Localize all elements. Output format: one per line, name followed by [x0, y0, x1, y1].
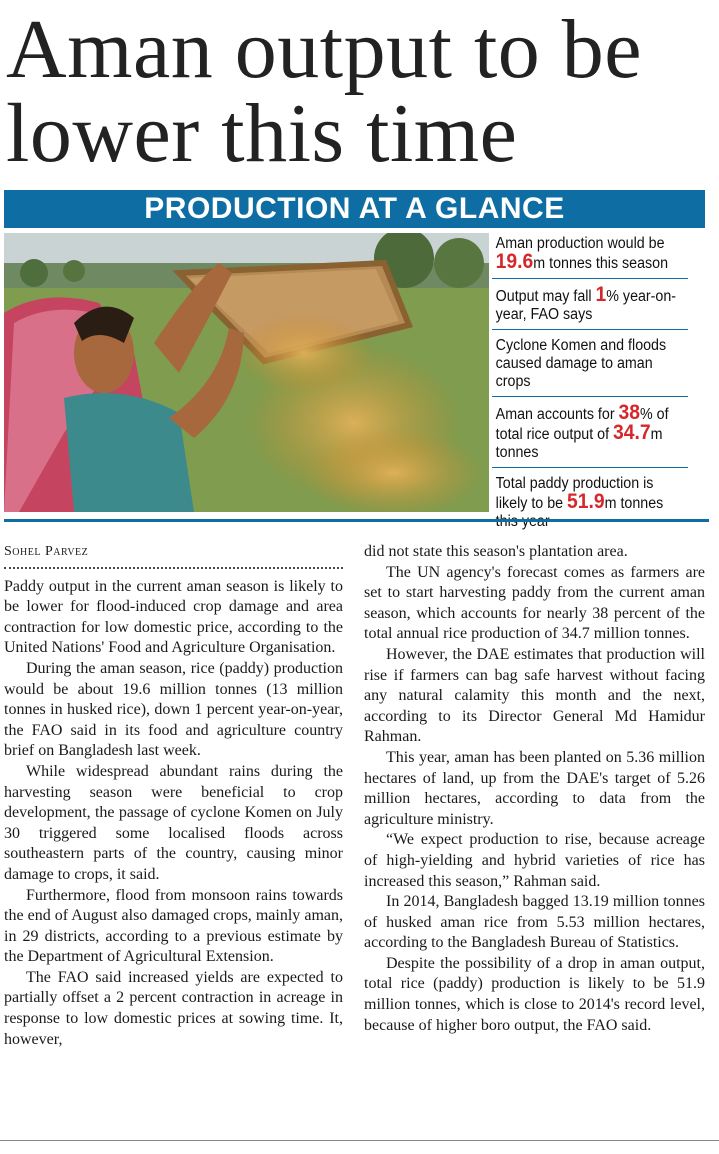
stat-text: % year-on-year, FAO says	[495, 288, 677, 323]
stats-sidebar	[492, 233, 688, 515]
stat-figure: 38	[618, 401, 641, 424]
stat-text: % of total rice output of	[495, 406, 669, 443]
stat-text: Output may fall	[495, 288, 596, 305]
stat-aman-share	[492, 402, 688, 468]
byline-divider	[4, 565, 343, 569]
paragraph: While widespread abundant rains during the harvesting season were beneficial to crop development, the passage of cyclone Komen on July 30 triggered some localised floods across southeastern parts of the country, causing minor damage to crops, it said.	[4, 762, 343, 883]
article-column-left	[4, 542, 343, 1050]
stat-text: m tonnes	[495, 426, 663, 461]
page-bottom-rule	[0, 1140, 719, 1141]
paragraph: The UN agency's forecast comes as farmers are set to start harvesting paddy from the current aman season, which accounts for nearly 38 percent of the total annual rice production of 34.7 million tonnes.	[364, 563, 705, 643]
stat-figure: 1	[595, 283, 607, 306]
stat-figure: 19.6	[495, 250, 534, 273]
stat-text: m tonnes	[604, 495, 664, 512]
paragraph: “We expect production to rise, because acreage of high-yielding and hybrid varieties of rice has increased this season,” Rahman said.	[364, 831, 705, 890]
paragraph: Furthermore, flood from monsoon rains towards the end of August also damaged crops, mainly aman, in 29 districts, according to a previous estimate by the Department of Agricultural Extension.	[4, 886, 343, 966]
stat-text: Aman production would be	[495, 235, 665, 252]
stat-text: Cyclone Komen and floods caused damage to aman crops	[495, 337, 667, 390]
paragraph: did not state this season's plantation area.	[364, 543, 628, 560]
headline-line-1: Aman output to be	[6, 3, 643, 96]
paragraph: This year, aman has been planted on 5.36 million hectares of land, up from the DAE's target of 5.26 million hectares, according to data from the agriculture ministry.	[364, 748, 705, 828]
article-column-right	[364, 542, 705, 1036]
photo-illustration	[4, 233, 489, 512]
headline-line-2: lower this time	[6, 87, 518, 180]
farmer-winnowing-photo	[4, 233, 489, 512]
paragraph: During the aman season, rice (paddy) production would be about 19.6 million tonnes (13 million tonnes in husked rice), down 1 percent year-on-year, the FAO said in its food and agriculture country brief on Bangladesh last week.	[4, 659, 343, 760]
stat-text: Total paddy production is likely to be	[495, 475, 654, 512]
headline	[6, 3, 716, 180]
byline: Sohel Parvez	[4, 544, 89, 559]
paragraph: Despite the possibility of a drop in aman output, total rice (paddy) production is likely to be 51.9 million tonnes, which is close to 2014's record level, because of higher boro output, the FAO said.	[364, 954, 705, 1034]
paragraph: Paddy output in the current aman season is likely to be lower for flood-induced crop damage and area contraction for low domestic price, according to the United Nations' Food and Agriculture Organisation.	[4, 577, 343, 657]
stat-figure: 51.9	[567, 490, 605, 513]
section-divider	[4, 519, 709, 522]
stat-text: m tonnes this season	[533, 255, 669, 272]
paragraph: In 2014, Bangladesh bagged 13.19 million tonnes of husked aman rice from 5.53 million hectares, according to the Bangladesh Bureau of Statistics.	[364, 893, 705, 952]
stat-figure: 34.7	[613, 421, 651, 444]
paragraph: The FAO said increased yields are expected to partially offset a 2 percent contraction in acreage in response to low domestic prices at sowing time. It, however,	[4, 968, 343, 1048]
stat-total-paddy	[492, 473, 688, 536]
stat-output-fall	[492, 284, 688, 330]
stat-cyclone	[492, 335, 688, 397]
paragraph: However, the DAE estimates that production will rise if farmers can bag safe harvest without facing any natural calamity this month and the next, according to its Director General Md Hamidur Rahman.	[364, 645, 705, 746]
section-banner: PRODUCTION AT A GLANCE	[4, 190, 705, 228]
stat-aman-production	[492, 233, 688, 279]
stat-text: Aman accounts for	[495, 406, 619, 423]
